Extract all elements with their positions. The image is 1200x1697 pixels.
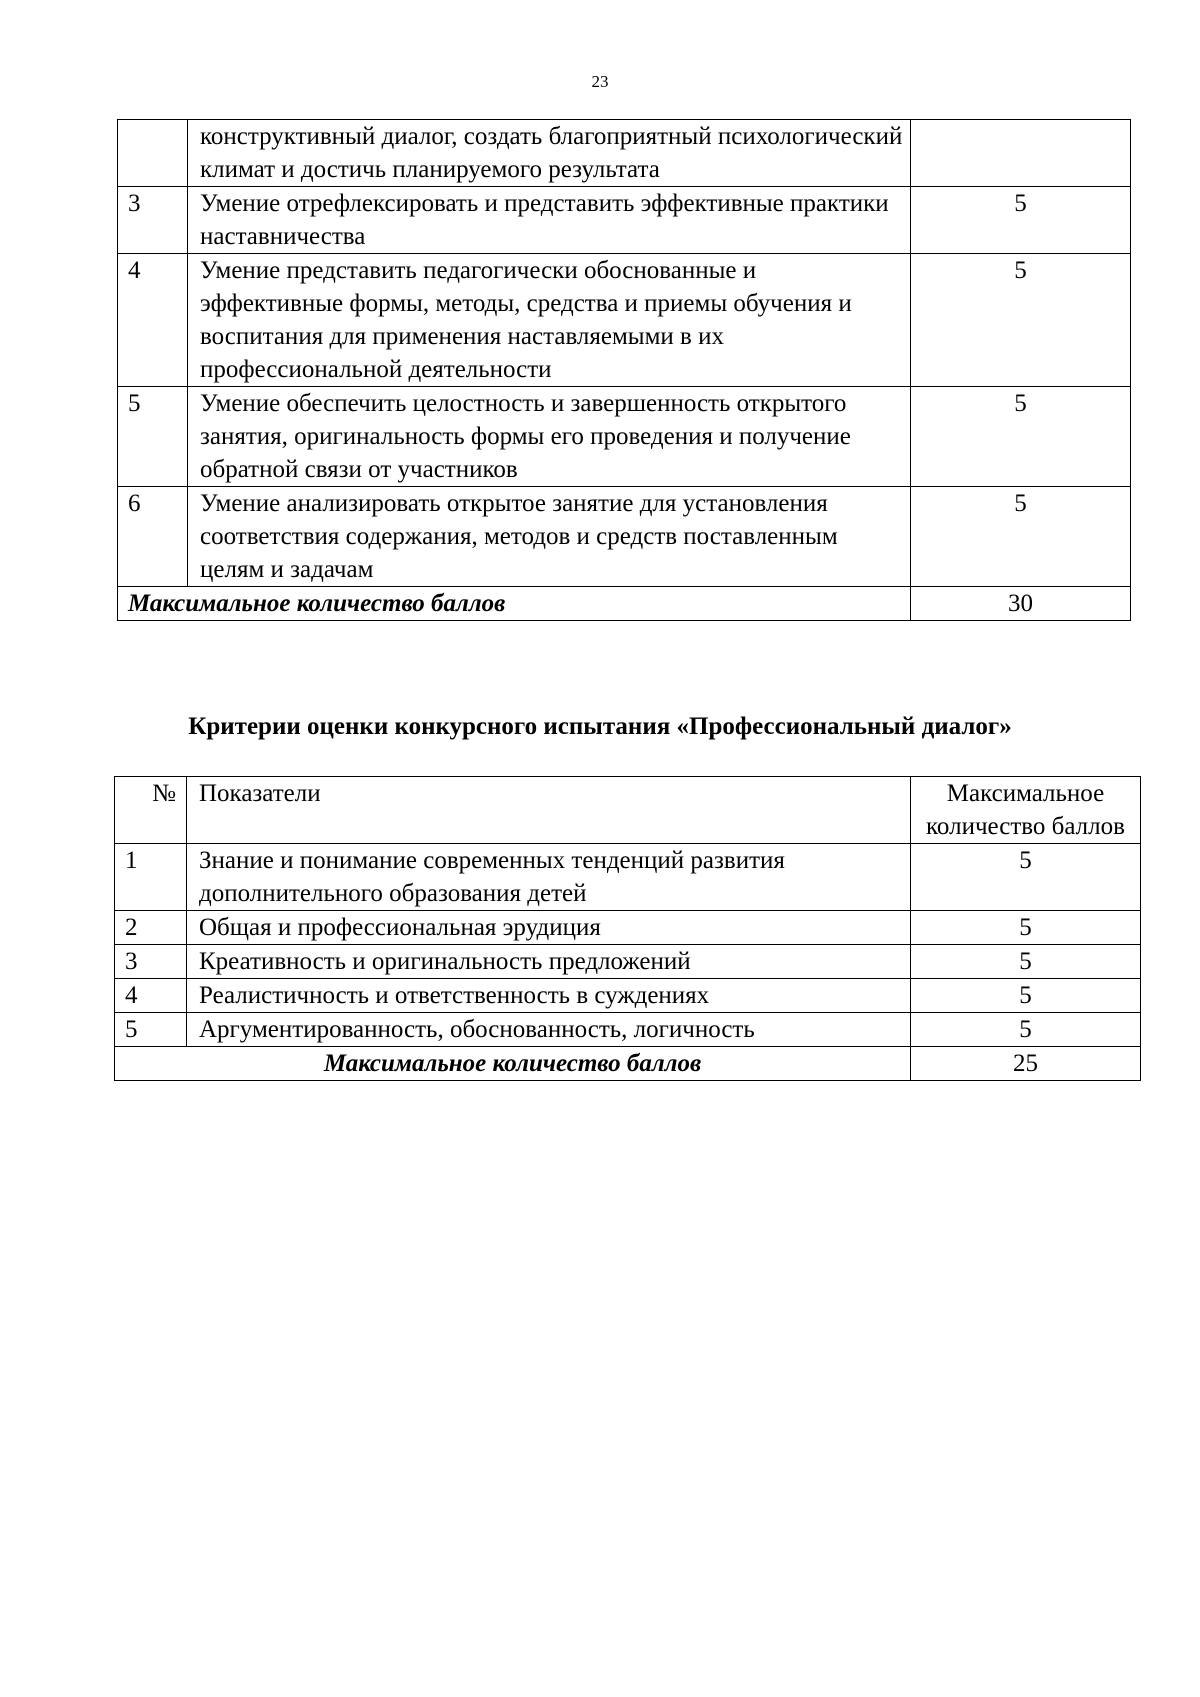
points-value [911, 120, 1131, 187]
indicator-text: Умение анализировать открытое занятие для установления соответствия содержания, методов и средств поставленным целям и задачам [188, 487, 911, 587]
page-number: 23 [591, 72, 609, 91]
indicator-text: Умение обеспечить целостность и завершенность открытого занятия, оригинальность формы его проведения и получение обратной связи от участников [188, 387, 911, 487]
table-row [115, 1013, 1141, 1047]
header-max-points: Максимальное количество баллов [911, 777, 1141, 844]
dialog-criteria-table [114, 776, 1141, 1081]
points-value: 5 [911, 187, 1131, 254]
indicator-text: Креативность и оригинальность предложений [187, 945, 911, 979]
header-indicators: Показатели [187, 777, 911, 844]
row-number: 5 [115, 1013, 187, 1047]
total-value: 30 [911, 587, 1131, 621]
total-label: Максимальное количество баллов [115, 1047, 911, 1081]
total-row [118, 587, 1131, 621]
table-row [118, 254, 1131, 387]
table-row [118, 487, 1131, 587]
table-row [115, 911, 1141, 945]
points-value: 5 [911, 1013, 1141, 1047]
section-heading: Критерии оценки конкурсного испытания «Профессиональный диалог» [188, 713, 1012, 740]
table-row [118, 187, 1131, 254]
row-number: 4 [115, 979, 187, 1013]
row-number: 6 [118, 487, 188, 587]
table-header-row [115, 777, 1141, 844]
criteria-table-continued [117, 119, 1131, 621]
indicator-text: конструктивный диалог, создать благоприятный психологический климат и достичь планируемого результата [188, 120, 911, 187]
indicator-text: Аргументированность, обоснованность, логичность [187, 1013, 911, 1047]
table-row [115, 979, 1141, 1013]
row-number: 4 [118, 254, 188, 387]
total-value: 25 [911, 1047, 1141, 1081]
points-value: 5 [911, 945, 1141, 979]
row-number: 5 [118, 387, 188, 487]
indicator-text: Знание и понимание современных тенденций развития дополнительного образования детей [187, 844, 911, 911]
table-row [118, 120, 1131, 187]
row-number: 3 [115, 945, 187, 979]
total-row [115, 1047, 1141, 1081]
table-row [115, 945, 1141, 979]
points-value: 5 [911, 487, 1131, 587]
table-row [115, 844, 1141, 911]
row-number [118, 120, 188, 187]
header-number: № [115, 777, 187, 844]
points-value: 5 [911, 387, 1131, 487]
indicator-text: Общая и профессиональная эрудиция [187, 911, 911, 945]
points-value: 5 [911, 254, 1131, 387]
row-number: 1 [115, 844, 187, 911]
total-label: Максимальное количество баллов [118, 587, 911, 621]
indicator-text: Реалистичность и ответственность в суждениях [187, 979, 911, 1013]
row-number: 2 [115, 911, 187, 945]
points-value: 5 [911, 979, 1141, 1013]
indicator-text: Умение представить педагогически обоснованные и эффективные формы, методы, средства и приемы обучения и воспитания для применения наставляемыми в их профессиональной деятельности [188, 254, 911, 387]
points-value: 5 [911, 911, 1141, 945]
points-value: 5 [911, 844, 1141, 911]
table-row [118, 387, 1131, 487]
row-number: 3 [118, 187, 188, 254]
indicator-text: Умение отрефлексировать и представить эффективные практики наставничества [188, 187, 911, 254]
